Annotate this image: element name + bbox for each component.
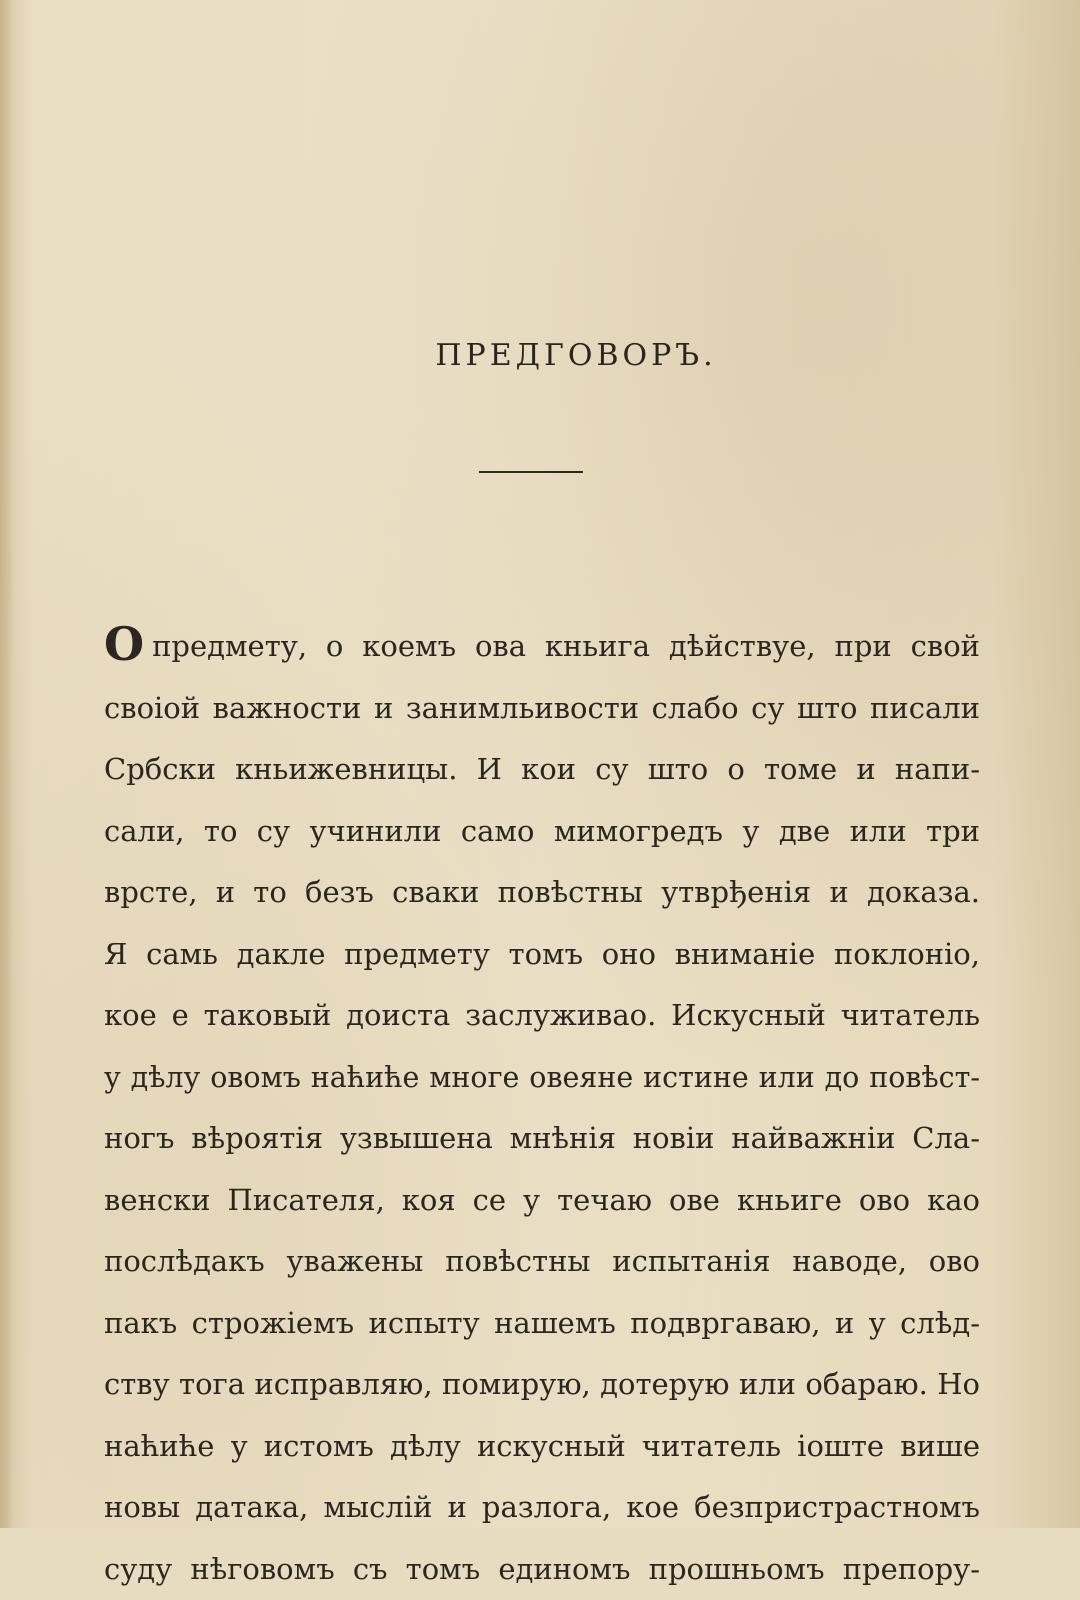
text-line-4: сали, то су учинили само мимогредъ у две или три <box>104 801 980 863</box>
text-line-2: своіой важности и занимльивости слабо су што писали <box>104 678 980 740</box>
text-line-14: наћиће у истомъ дѣлу искусный читатель іоште више <box>104 1416 980 1478</box>
title-divider <box>479 471 583 473</box>
text-line-7: кое е таковый доиста заслуживао. Искусный читатель <box>104 985 980 1047</box>
text-line-1 <box>104 616 980 678</box>
text-line-12: пакъ строжіемъ испыту нашемъ подвргаваю, и у слѣд- <box>104 1293 980 1355</box>
text-line-8: у дѣлу овомъ наћиће многе овеяне истине или до повѣст- <box>104 1047 980 1109</box>
drop-cap: О <box>104 617 144 671</box>
text-line-16: суду нѣговомъ съ томъ единомъ прошньомъ препору- <box>104 1539 980 1600</box>
text-line-10: венски Писателя, коя се у течаю ове кньиге ово као <box>104 1170 980 1232</box>
text-line-11: послѣдакъ уважены повѣстны испытанія наводе, ово <box>104 1231 980 1293</box>
text-line-3: Србски кньижевницы. И кои су што о томе и напи- <box>104 739 980 801</box>
text-line-15: новы датака, мыслій и разлога, кое безпристрастномъ <box>104 1477 980 1539</box>
chapter-title: ПРЕДГОВОРЪ. <box>36 338 1080 373</box>
page-edge-shadow <box>0 0 14 1528</box>
text-line-13: ству тога исправляю, помирую, дотерую или обараю. Но <box>104 1354 980 1416</box>
first-line-text: предмету, о коемъ ова кньига дѣйствуе, при свой <box>152 629 980 663</box>
preface-text <box>104 616 980 1600</box>
text-line-6: Я самь дакле предмету томъ оно вниманіе поклоніо, <box>104 924 980 986</box>
text-line-9: ногъ вѣроятія узвышена мнѣнія новіи найважніи Сла- <box>104 1108 980 1170</box>
text-line-5: врсте, и то безъ сваки повѣстны утврђенія и доказа. <box>104 862 980 924</box>
